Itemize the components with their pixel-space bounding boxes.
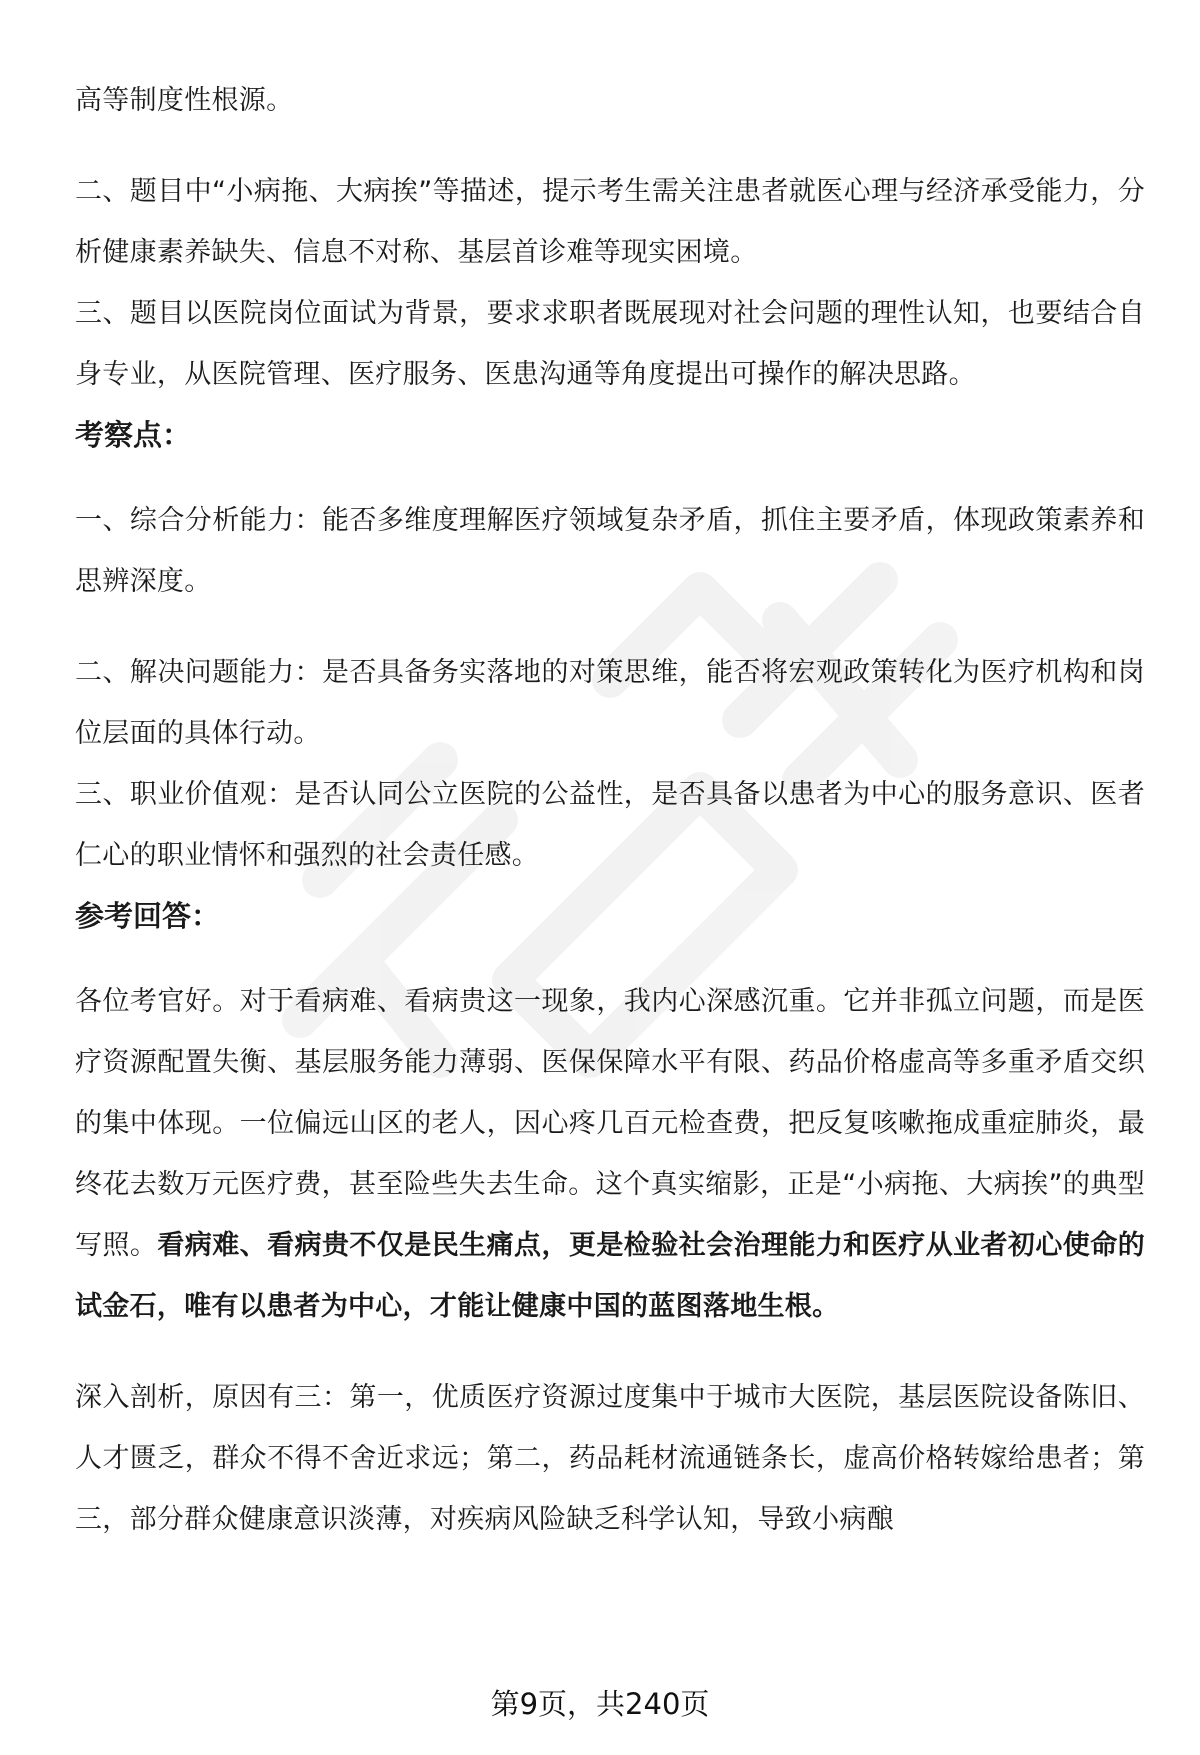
answer-1-bold-text: 看病难、看病贵不仅是民生痛点，更是检验社会治理能力和医疗从业者初心使命的试金石，唯有以患者为中心，才能让健康中国的蓝图落地生根。	[75, 1230, 1145, 1322]
heading-reference-answer: 参考回答：	[75, 899, 221, 933]
heading-examination-points: 考察点：	[75, 418, 192, 452]
answer-1-text: 各位考官好。对于看病难、看病贵这一现象，我内心深感沉重。它并非孤立问题，而是医疗资源配置失衡、基层服务能力薄弱、医保保障水平有限、药品价格虚高等多重矛盾交织的集中体现。一位偏远山区的老人，因心疼几百元检查费，把反复咳嗽拖成重症肺炎，最终花去数万元医疗费，甚至险些失去生命。这个真实缩影，正是“小病拖、大病挨”的典型写照。	[75, 986, 1145, 1261]
page-number-footer: 第9页，共240页	[490, 1687, 710, 1721]
paragraph-point-3: 三、职业价值观：是否认同公立医院的公益性，是否具备以患者为中心的服务意识、医者仁心的职业情怀和强烈的社会责任感。	[75, 779, 1145, 871]
paragraph-point-1: 一、综合分析能力：能否多维度理解医疗领域复杂矛盾，抓住主要矛盾，体现政策素养和思辨深度。	[75, 505, 1145, 597]
document-body	[75, 70, 1145, 1550]
paragraph-intro-2: 二、题目中“小病拖、大病挨”等描述，提示考生需关注患者就医心理与经济承受能力，分析健康素养缺失、信息不对称、基层首诊难等现实困境。	[75, 176, 1145, 268]
paragraph-intro-end: 高等制度性根源。	[75, 85, 294, 116]
paragraph-point-2: 二、解决问题能力：是否具备务实落地的对策思维，能否将宏观政策转化为医疗机构和岗位层面的具体行动。	[75, 657, 1145, 749]
paragraph-answer-2: 深入剖析，原因有三：第一，优质医疗资源过度集中于城市大医院，基层医院设备陈旧、人才匮乏，群众不得不舍近求远；第二，药品耗材流通链条长，虚高价格转嫁给患者；第三，部分群众健康意识淡薄，对疾病风险缺乏科学认知，导致小病酿	[75, 1382, 1145, 1535]
paragraph-intro-3: 三、题目以医院岗位面试为背景，要求求职者既展现对社会问题的理性认知，也要结合自身专业，从医院管理、医疗服务、医患沟通等角度提出可操作的解决思路。	[75, 298, 1145, 390]
paragraph-answer-1	[75, 971, 1145, 1337]
